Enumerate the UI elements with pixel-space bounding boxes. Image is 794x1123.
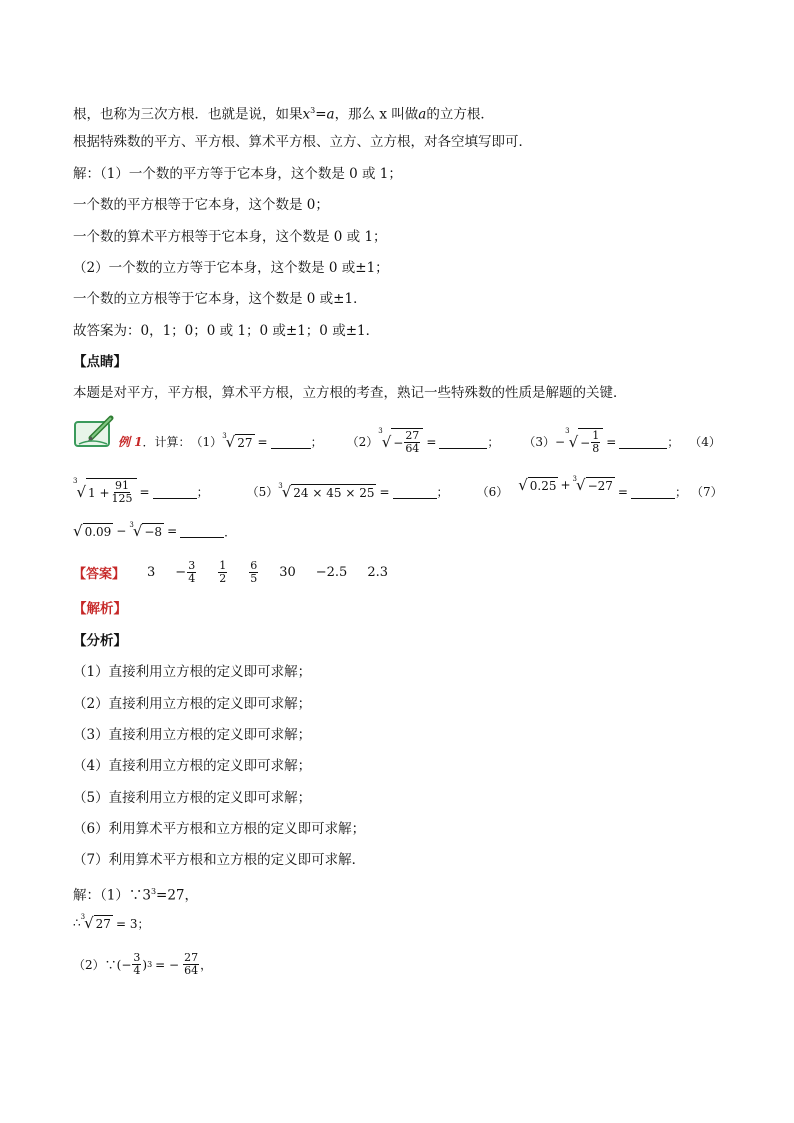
intro-line-2: 根据特殊数的平方、平方根、算术平方根、立方、立方根，对各空填写即可． <box>73 134 532 150</box>
example-label: 例 1 <box>118 435 143 449</box>
answer-value: $\frac{1}{2}$ <box>219 559 227 585</box>
answer-blank[interactable] <box>271 435 311 449</box>
jiexi-heading: 【解析】 <box>73 601 127 617</box>
analysis-item: （4）直接利用立方根的定义即可求解； <box>73 758 312 774</box>
answer-value: − $\frac{3}{4}$ <box>175 559 196 585</box>
example-1-line-2: 3 √ 1 + $\frac{91}{125}$ = ； （5） 3 √ 24 × 45 × 25 = ； （6） √ 0.25 + 3 √ −27 = ； （7） <box>73 474 723 505</box>
intro-line-1: 根，也称为三次方根．也就是说，如果$x^3=a$，那么 x 叫做a的立方根． <box>73 106 494 123</box>
answer-blank[interactable] <box>180 524 224 538</box>
answer-blank[interactable] <box>393 485 437 499</box>
solution-line: 故答案为：0，1；0；0 或 1；0 或±1；0 或±1． <box>73 323 380 339</box>
solution-2-line-3: （2）∵(− $\frac{3}{4}$ ) 3 = − $\frac{27}{64}$ ， <box>73 951 213 977</box>
answer-blank[interactable] <box>153 485 197 499</box>
answer-value: −2.5 <box>315 565 348 580</box>
analysis-item: （2）直接利用立方根的定义即可求解； <box>73 696 312 712</box>
solution-line: 解：（1）一个数的平方等于它本身，这个数是 0 或 1； <box>73 166 402 182</box>
analysis-item: （1）直接利用立方根的定义即可求解； <box>73 664 312 680</box>
answer-blank[interactable] <box>439 435 487 449</box>
example-1-line-1: 例 1 ．计算： （1） 3 √ 27 = ； （2） 3 √ − $\frac{27}{64}$ = ； （3） − 3 √ − $\frac{1}{8}$ = ； （4） <box>118 427 721 455</box>
analysis-item: （3）直接利用立方根的定义即可求解； <box>73 727 312 743</box>
analysis-item: （6）利用算术平方根和立方根的定义即可求解； <box>73 821 366 837</box>
analysis-item: （5）直接利用立方根的定义即可求解； <box>73 790 312 806</box>
solution-2-line-2: ∴ 3 √ 27 = 3； <box>73 913 150 932</box>
answer-blank[interactable] <box>619 435 667 449</box>
dianjing-text: 本题是对平方，平方根，算术平方根，立方根的考查，熟记一些特殊数的性质是解题的关键． <box>73 385 627 401</box>
answer-value: 2.3 <box>367 565 389 580</box>
answer-value: 30 <box>279 565 296 580</box>
solution-line: 一个数的平方根等于它本身，这个数是 0； <box>73 197 329 213</box>
example-1-line-3: √ 0.09 − 3 √ −8 = ． <box>73 521 237 540</box>
answer-value: 3 <box>147 565 156 580</box>
analysis-item: （7）利用算术平方根和立方根的定义即可求解． <box>73 852 366 868</box>
answer-line <box>73 560 408 585</box>
answer-blank[interactable] <box>631 485 675 499</box>
solution-line: 一个数的立方根等于它本身，这个数是 0 或±1． <box>73 291 367 307</box>
dianjing-heading: 【点睛】 <box>73 354 127 370</box>
answer-value: $\frac{6}{5}$ <box>250 559 258 585</box>
solution-line: （2）一个数的立方等于它本身，这个数是 0 或±1； <box>73 260 389 276</box>
answer-heading: 【答案】 <box>73 567 126 582</box>
solution-2-line-1: 解：$(1)\because 3^3=27$， <box>73 887 199 904</box>
fenxi-heading: 【分析】 <box>73 633 127 649</box>
pencil-note-icon <box>73 414 117 450</box>
solution-line: 一个数的算术平方根等于它本身，这个数是 0 或 1； <box>73 229 387 245</box>
